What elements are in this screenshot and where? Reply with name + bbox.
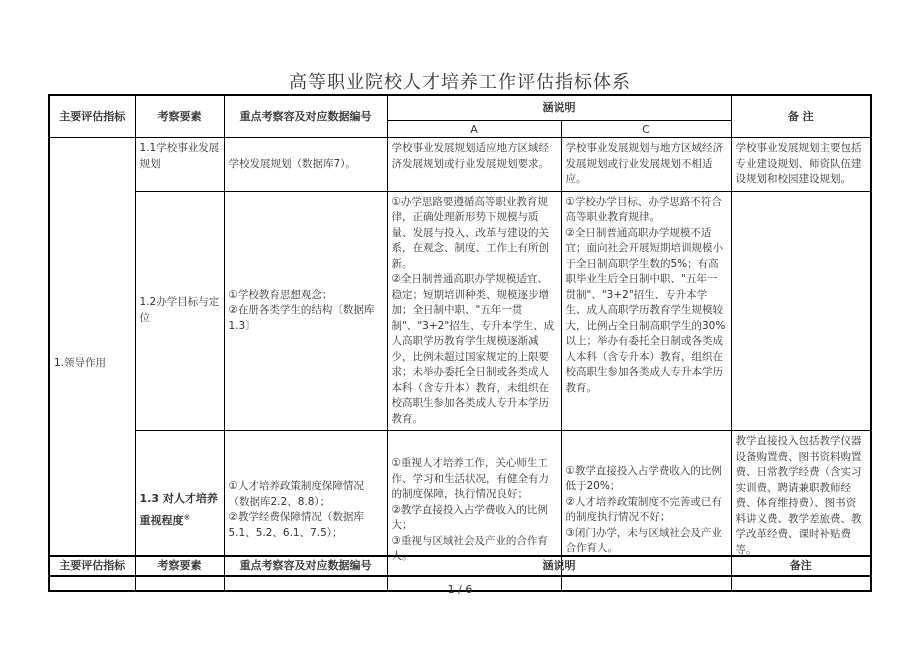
header-focus: 重点考察容及对应数据编号: [224, 95, 387, 138]
element-cell: 1.1学校事业发展规划: [135, 138, 224, 192]
header-focus: 重点考察容及对应数据编号: [224, 556, 387, 576]
element-label: 1.3 对人才培养重视程度: [139, 492, 218, 528]
header-explanation: 涵说明: [387, 556, 731, 576]
header-remarks: 备注: [731, 556, 871, 576]
header-indicator: 主要评估指标: [49, 95, 135, 138]
element-cell: 1.2办学目标与定位: [135, 191, 224, 431]
element-mark: ※: [183, 513, 191, 523]
remark-cell: 学校事业发展规划主要包括专业建设规划、师资队伍建设规划和校园建设规划。: [731, 138, 871, 192]
indicator-cell: [49, 138, 135, 591]
focus-cell: 学校发展规划（数据库7）。: [224, 138, 387, 192]
header-element: 考察要素: [135, 556, 224, 576]
explanation-a-cell: ①办学思路要遵循高等职业教育规律，正确处理新形势下规模与质量、发展与投入、改革与建设的关系，在观念、制度、工作上有所创新。 ②全日制普通高职办学规模适宜、稳定；短期培训种类、规模逐步增加；全日制中职、"五年一贯制"、"3+2"招生、专升本学生、成人高职学历教育学生规模逐渐减少，比例未超过国家规定的上限要求；未举办委托全日制或各类成人本科（含专升本）教育，未组织在校高职生参加各类成人专升本学历教育。: [387, 191, 561, 431]
evaluation-table-continued: [48, 555, 872, 577]
header-col-a: A: [387, 121, 561, 138]
focus-line: ②教学经费保障情况（数据库5.1、5.2、6.1、7.5）；: [228, 511, 364, 539]
explanation-c-cell: 学校事业发展规划与地方区域经济发展规划或行业发展规划不相适应。: [561, 138, 731, 192]
evaluation-table: [48, 94, 872, 592]
focus-cell: [224, 191, 387, 431]
explanation-c-cell: ①学校办学目标、办学思路不符合高等职业教育规律。 ②全日制普通高职办学规模不适宜；面向社会开展短期培训规模小于全日制高职学生数的5%；有高职毕业生后全日制中职、"五年一贯制"、"3+2"招生、专升本学生、成人高职学历教育学生规模较大，比例占全日制高职学生的30%以上；举办有委托全日制或各类成人本科（含专升本）教育，组织在校高职生参加各类成人专升本学历教育。: [561, 191, 731, 431]
focus-line: ①人才培养政策制度保障情况（数据库2.2、8.8）；: [228, 480, 364, 508]
header-explanation: 涵说明: [387, 95, 731, 121]
page-number: 1 / 6: [447, 583, 473, 596]
header-remarks: 备 注: [731, 95, 871, 138]
header-element: 考察要素: [135, 95, 224, 138]
remark-cell: 教学直接投入包括教学仪器设备购置费、图书资料购置费、日常教学经费（含实习实训费、聘请兼职教师经费、体育维持费）、图书资料讲义费、教学差旅费、教学改革经费、课时补贴费等。: [731, 431, 871, 591]
header-indicator: 主要评估指标: [49, 556, 135, 576]
header-col-c: C: [561, 121, 731, 138]
explanation-a-cell: 学校事业发展规划适应地方区域经济发展规划或行业发展规划要求。: [387, 138, 561, 192]
focus-line: ①学校教育思想观念；: [228, 288, 333, 301]
explanation-c-cell: ①教学直接投入占学费收入的比例低于20%； ②人才培养政策制度不完善或已有的制度执行情况不好； ③闭门办学，未与区域社会及产业合作育人。: [561, 431, 731, 591]
table-row: [49, 138, 871, 192]
explanation-a-cell: ①重视人才培养工作，关心师生工作、学习和生活状况，有健全有力的制度保障，执行情况良好； ②教学直接投入占学费收入的比例大； ③重视与区域社会及产业的合作育人。: [387, 431, 561, 591]
page-title: 高等职业院校人才培养工作评估指标体系: [289, 72, 631, 93]
table-row: [49, 191, 871, 431]
indicator-label: 1.领导作用: [54, 357, 107, 369]
remark-cell: [731, 191, 871, 431]
focus-line: ②在册各类学生的结构〔数据库1.3〕: [228, 304, 375, 332]
